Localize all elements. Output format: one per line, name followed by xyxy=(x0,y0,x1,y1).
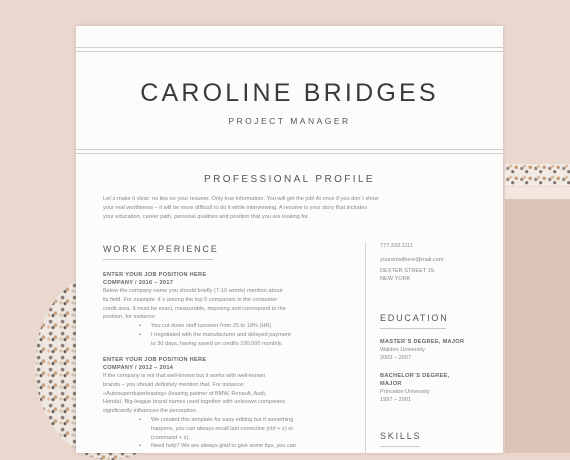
profile-text xyxy=(103,195,480,223)
desc-line: Below the company name you should briefly (7-10 words) mention about xyxy=(103,288,283,294)
bullet-item: • You cut down staff turnover from 25 to 18% (HR). xyxy=(151,322,355,331)
profile-line: your education, career path, personal qualities and position that you are looking for. xyxy=(103,214,310,221)
degree: MAJOR xyxy=(380,381,402,387)
bullet-item: • I negotiated with the manufacturer and delayed payment to 30 days, having saved on credits 100,000 monthly. xyxy=(151,331,355,349)
job-bullets xyxy=(103,416,355,451)
job-bullets xyxy=(103,322,355,348)
job-description xyxy=(103,287,355,322)
candidate-role: PROJECT MANAGER xyxy=(228,116,351,126)
job-position: ENTER YOUR JOB POSITION HERE xyxy=(103,272,207,278)
job-position: ENTER YOUR JOB POSITION HERE xyxy=(103,357,207,363)
terrazzo-strip xyxy=(505,164,570,186)
contact-street: DEXTER STREET 15, xyxy=(380,268,436,274)
profile-line: your real worthiness – it will be more difficult to do it while interviewing. A resume is your story that includes xyxy=(103,205,368,212)
contact-city: NEW YORK xyxy=(380,276,411,282)
profile-line: Let`s make it clear: no lies on your resume. Only true information. You will get the job! At once if you don`t show xyxy=(103,196,379,202)
header-rule-top xyxy=(76,47,503,48)
school: Princeton University xyxy=(380,389,430,395)
bullet-item: • We created this template for easy editing but if something happens, you can always recall last corrective (ctrl + z) or (command + z). xyxy=(151,416,355,442)
desc-line: «Autosuperduperleasing» (leasing partner of BMW, Renault, Audi, xyxy=(103,390,267,397)
contact-phone: 777.333.1111 xyxy=(380,243,413,249)
degree: MASTER`S DEGREE, MAJOR xyxy=(380,339,465,345)
desc-line: If the company is not that well-known but it works with well-known xyxy=(103,373,266,379)
desc-line: brands – you should definitely mention that. For instance: xyxy=(103,381,245,388)
education-underline xyxy=(380,328,446,329)
column-divider xyxy=(365,242,366,453)
skills-underline xyxy=(380,446,420,447)
degree: BACHELOR`S DEGREE, xyxy=(380,373,450,379)
job-entry xyxy=(103,271,355,349)
education-entry xyxy=(380,372,495,404)
job-entry xyxy=(103,356,355,451)
header-rule-bottom-2 xyxy=(76,153,503,154)
header-rule-bottom xyxy=(76,149,503,150)
school: Walden University xyxy=(380,347,425,353)
years: 1997 – 2001 xyxy=(380,397,412,403)
bullet-item: • Need help? We are always glad to give some tips, you can xyxy=(151,442,355,451)
profile-title: PROFESSIONAL PROFILE xyxy=(204,174,375,185)
header-rule-top-2 xyxy=(76,51,503,52)
work-underline xyxy=(103,259,213,260)
desc-line: Honda). Big-league brand names used together with unknown companies xyxy=(103,399,286,406)
desc-line: significantly influences the perception. xyxy=(103,408,198,415)
desc-line: its field. For example: it`s among the top 5 companies in the consumer xyxy=(103,296,278,303)
contact-block xyxy=(380,242,495,283)
background-beam xyxy=(505,199,570,453)
resume-page xyxy=(76,26,503,453)
years: 2003 – 2007 xyxy=(380,355,412,361)
candidate-name: CAROLINE BRIDGES xyxy=(140,79,439,107)
skills-title: SKILLS xyxy=(380,431,422,441)
job-description xyxy=(103,372,355,416)
desc-line: position, for instance: xyxy=(103,314,156,321)
education-title: EDUCATION xyxy=(380,313,449,323)
desc-line: credit area. It must be exact, measurable, imposing and correspond to the xyxy=(103,305,286,312)
education-entry xyxy=(380,338,495,362)
background-ledge xyxy=(505,187,570,199)
work-experience-title: WORK EXPERIENCE xyxy=(103,244,219,254)
job-company: COMPANY / 2016 – 2017 xyxy=(103,280,174,286)
contact-email: youremailhere@mail.com xyxy=(380,257,444,263)
job-company: COMPANY / 2012 – 2014 xyxy=(103,365,174,371)
